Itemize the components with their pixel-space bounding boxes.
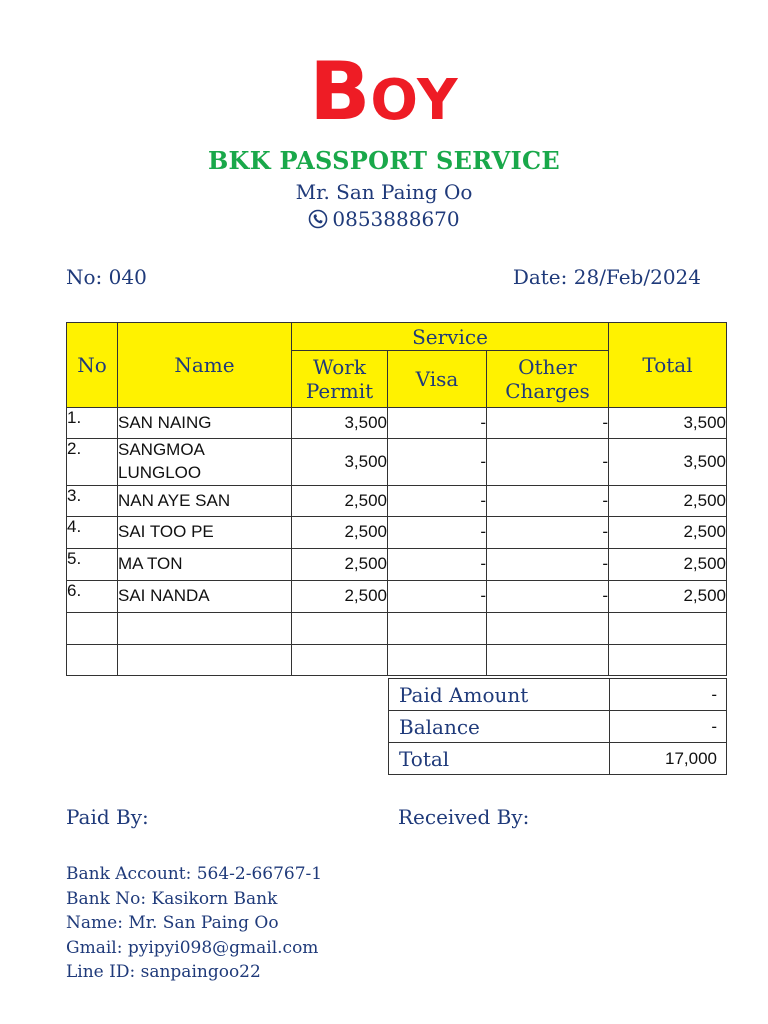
phone-icon: [308, 209, 328, 229]
empty-cell: [118, 644, 292, 675]
row-name: SAI TOO PE: [118, 516, 292, 548]
row-no: 6.: [67, 580, 118, 612]
row-work-permit: 2,500: [292, 548, 388, 580]
col-other-header: [487, 351, 609, 408]
row-total: 2,500: [609, 516, 727, 548]
balance-row: [389, 711, 727, 743]
balance-label: Balance: [389, 711, 610, 743]
bank-name: Bank No: Kasikorn Bank: [66, 888, 278, 909]
col-work-permit-header: [292, 351, 388, 408]
invoice-date: Date: 28/Feb/2024: [512, 265, 701, 289]
row-name-line2: LUNGLOO: [118, 462, 202, 482]
logo-first-letter: B: [309, 45, 371, 138]
paid-amount-row: [389, 679, 727, 711]
row-no: 3.: [67, 485, 118, 516]
empty-cell: [388, 612, 487, 644]
row-name: NAN AYE SAN: [118, 485, 292, 516]
empty-cell: [609, 612, 727, 644]
table-row: [67, 548, 727, 580]
empty-cell: [487, 644, 609, 675]
empty-cell: [388, 644, 487, 675]
received-by-label: Received By:: [398, 805, 530, 829]
row-visa: -: [388, 548, 487, 580]
paid-amount-value: -: [610, 679, 727, 711]
row-total: 2,500: [609, 580, 727, 612]
table-row: [67, 516, 727, 548]
work-permit-line2: Permit: [305, 379, 374, 403]
other-line1: Other: [518, 355, 577, 379]
empty-cell: [118, 612, 292, 644]
table-row: [67, 439, 727, 486]
empty-cell: [292, 612, 388, 644]
row-no: 5.: [67, 548, 118, 580]
row-total: 2,500: [609, 548, 727, 580]
row-name-line1: SANGMOA: [118, 440, 205, 459]
gmail: Gmail: pyipyi098@gmail.com: [66, 937, 319, 958]
table-row: [67, 580, 727, 612]
col-service-header: Service: [292, 323, 609, 351]
phone-number: 0853888670: [332, 207, 460, 231]
bank-details: [66, 862, 322, 985]
logo-rest-letters: OY: [370, 68, 459, 133]
col-visa-header: Visa: [388, 351, 487, 408]
row-name: MA TON: [118, 548, 292, 580]
row-total: 2,500: [609, 485, 727, 516]
phone-line: [0, 207, 768, 231]
balance-value: -: [610, 711, 727, 743]
owner-name: Mr. San Paing Oo: [295, 180, 473, 204]
empty-cell: [609, 644, 727, 675]
empty-cell: [292, 644, 388, 675]
row-visa: -: [388, 485, 487, 516]
header-row: [67, 323, 727, 351]
table-row: [67, 485, 727, 516]
row-work-permit: 2,500: [292, 580, 388, 612]
summary-table: [388, 678, 727, 775]
col-name-header: Name: [118, 323, 292, 408]
row-visa: -: [388, 580, 487, 612]
row-other: -: [487, 580, 609, 612]
row-other: -: [487, 548, 609, 580]
row-other: -: [487, 485, 609, 516]
col-no-header: No: [67, 323, 118, 408]
work-permit-line1: Work: [313, 355, 366, 379]
row-total: 3,500: [609, 439, 727, 486]
empty-cell: [487, 612, 609, 644]
row-total: 3,500: [609, 408, 727, 439]
row-name: [118, 439, 292, 486]
row-no: 4.: [67, 516, 118, 548]
empty-cell: [67, 612, 118, 644]
row-other: -: [487, 408, 609, 439]
row-work-permit: 2,500: [292, 516, 388, 548]
grand-total-label: Total: [389, 743, 610, 775]
logo: [0, 45, 768, 138]
row-work-permit: 2,500: [292, 485, 388, 516]
empty-cell: [67, 644, 118, 675]
empty-row: [67, 644, 727, 675]
row-work-permit: 3,500: [292, 439, 388, 486]
row-other: -: [487, 439, 609, 486]
row-visa: -: [388, 516, 487, 548]
account-holder: Name: Mr. San Paing Oo: [66, 913, 279, 933]
grand-total-value: 17,000: [610, 743, 727, 775]
empty-row: [67, 612, 727, 644]
line-id: Line ID: sanpaingoo22: [66, 962, 261, 982]
invoice-number: No: 040: [66, 265, 147, 289]
row-work-permit: 3,500: [292, 408, 388, 439]
table-row: [67, 408, 727, 439]
row-no: 2.: [67, 439, 118, 486]
row-name: SAN NAING: [118, 408, 292, 439]
row-no: 1.: [67, 408, 118, 439]
other-line2: Charges: [505, 379, 590, 403]
row-visa: -: [388, 439, 487, 486]
paid-by-label: Paid By:: [66, 805, 149, 829]
col-total-header: Total: [609, 323, 727, 408]
grand-total-row: [389, 743, 727, 775]
bank-account: Bank Account: 564-2-66767-1: [66, 864, 323, 884]
paid-amount-label: Paid Amount: [389, 679, 610, 711]
service-table: [66, 322, 727, 676]
row-name: SAI NANDA: [118, 580, 292, 612]
row-other: -: [487, 516, 609, 548]
row-visa: -: [388, 408, 487, 439]
company-name: BKK PASSPORT SERVICE: [207, 146, 561, 175]
